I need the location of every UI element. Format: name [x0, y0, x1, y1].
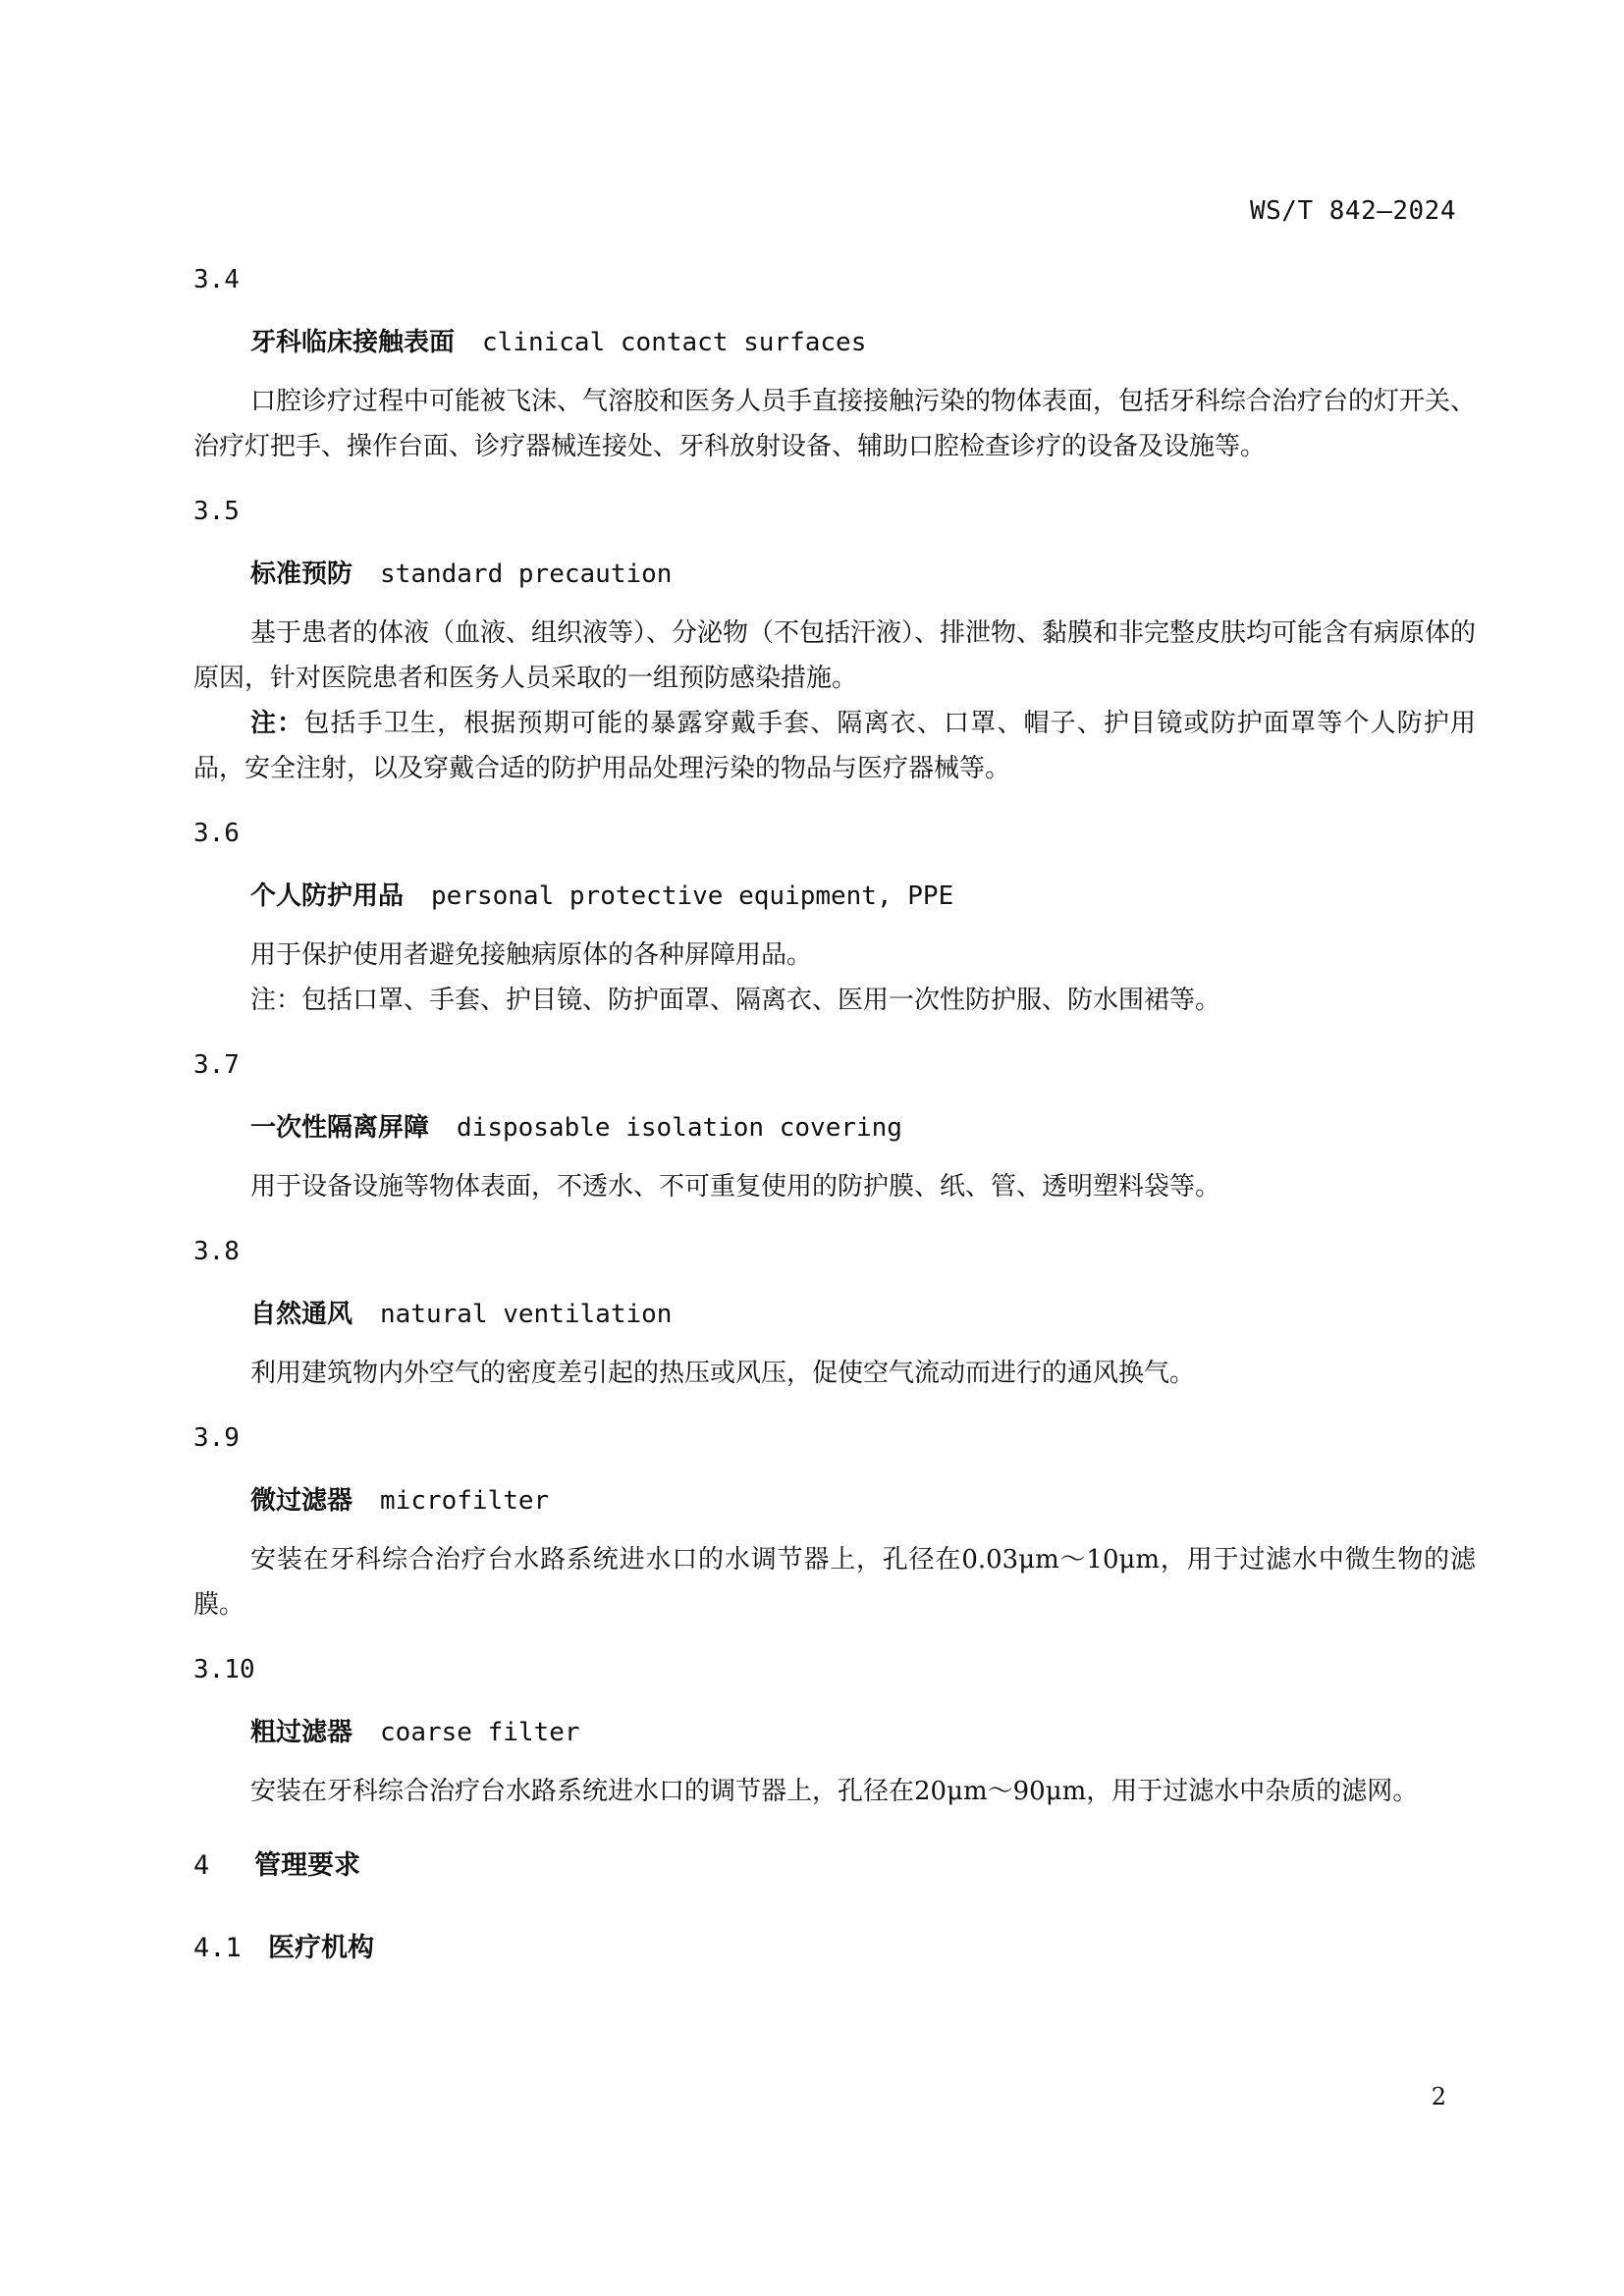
- term-heading: [193, 326, 1476, 359]
- section-heading-4-1: [193, 1932, 1476, 1965]
- section-number: 4.1: [193, 1933, 242, 1963]
- term-en: natural ventilation: [380, 1300, 673, 1329]
- term-entry-3-4: [193, 263, 1476, 469]
- note-label: 注：: [250, 709, 304, 738]
- term-entry-3-9: [193, 1421, 1476, 1628]
- entry-number: 3.5: [193, 497, 240, 526]
- term-en: standard precaution: [380, 560, 673, 589]
- term-heading: [193, 1484, 1476, 1518]
- term-entry-3-7: [193, 1048, 1476, 1209]
- note-text: 包括手卫生，根据预期可能的暴露穿戴手套、隔离衣、口罩、帽子、护目镜或防护面罩等个人防护用品，安全注射，以及穿戴合适的防护用品处理污染的物品与医疗器械等。: [193, 709, 1476, 783]
- document-body: [193, 263, 1476, 1965]
- entry-number: 3.9: [193, 1423, 240, 1453]
- term-entry-3-5: [193, 495, 1476, 791]
- term-en: personal protective equipment, PPE: [431, 881, 954, 911]
- term-zh: 微过滤器: [250, 1486, 353, 1516]
- term-definition: 安装在牙科综合治疗台水路系统进水口的水调节器上，孔径在0.03μm～10μm，用于过滤水中微生物的滤膜。: [193, 1545, 1476, 1620]
- term-en: disposable isolation covering: [457, 1113, 902, 1143]
- entry-number: 3.6: [193, 819, 240, 848]
- term-heading: [193, 558, 1476, 591]
- section-heading-4: [193, 1849, 1476, 1883]
- section-title: 管理要求: [254, 1850, 360, 1881]
- term-zh: 粗过滤器: [250, 1718, 353, 1747]
- entry-number: 3.8: [193, 1237, 240, 1266]
- entry-number: 3.10: [193, 1655, 255, 1684]
- page-number: 2: [1431, 2083, 1446, 2110]
- term-heading: [193, 1716, 1476, 1749]
- term-heading: [193, 880, 1476, 913]
- term-en: microfilter: [380, 1486, 550, 1516]
- term-definition: 口腔诊疗过程中可能被飞沫、气溶胶和医务人员手直接接触污染的物体表面，包括牙科综合治疗台的灯开关、治疗灯把手、操作台面、诊疗器械连接处、牙科放射设备、辅助口腔检查诊疗的设备及设施等。: [193, 387, 1477, 461]
- section-number: 4: [193, 1850, 210, 1881]
- section-title: 医疗机构: [268, 1933, 374, 1963]
- term-zh: 标准预防: [250, 560, 353, 589]
- entry-number: 3.4: [193, 265, 240, 294]
- term-en: coarse filter: [380, 1718, 580, 1747]
- term-definition: 安装在牙科综合治疗台水路系统进水口的调节器上，孔径在20μm～90μm，用于过滤水中杂质的滤网。: [250, 1777, 1419, 1806]
- note-label: 注：: [250, 986, 302, 1015]
- term-entry-3-6: [193, 817, 1476, 1023]
- term-zh: 自然通风: [250, 1300, 353, 1329]
- note-text: 包括口罩、手套、护目镜、防护面罩、隔离衣、医用一次性防护服、防水围裙等。: [301, 986, 1221, 1015]
- term-definition: 利用建筑物内外空气的密度差引起的热压或风压，促使空气流动而进行的通风换气。: [250, 1359, 1196, 1388]
- term-heading: [193, 1111, 1476, 1145]
- term-entry-3-10: [193, 1653, 1476, 1814]
- term-entry-3-8: [193, 1235, 1476, 1396]
- term-definition: 用于保护使用者避免接触病原体的各种屏障用品。: [250, 940, 813, 970]
- term-en: clinical contact surfaces: [482, 328, 867, 357]
- term-heading: [193, 1298, 1476, 1331]
- term-zh: 个人防护用品: [250, 881, 405, 911]
- term-definition: 用于设备设施等物体表面，不透水、不可重复使用的防护膜、纸、管、透明塑料袋等。: [250, 1172, 1221, 1201]
- term-note: [193, 701, 1476, 791]
- entry-number: 3.7: [193, 1050, 240, 1080]
- term-definition: 基于患者的体液（血液、组织液等）、分泌物（不包括汗液）、排泄物、黏膜和非完整皮肤均可能含有病原体的原因，针对医院患者和医务人员采取的一组预防感染措施。: [193, 618, 1477, 693]
- term-zh: 一次性隔离屏障: [250, 1113, 430, 1143]
- term-zh: 牙科临床接触表面: [250, 328, 456, 357]
- standard-code: WS/T 842—2024: [1250, 196, 1456, 226]
- term-note: [193, 978, 1476, 1023]
